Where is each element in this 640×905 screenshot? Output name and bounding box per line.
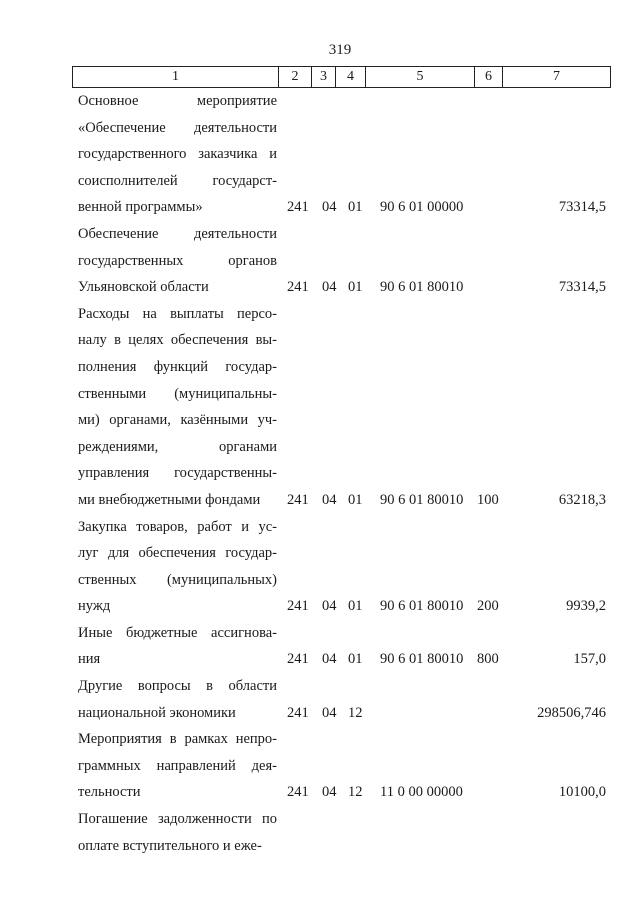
table-row [0, 88, 640, 221]
row-csr: 90 6 01 80010 [380, 598, 464, 615]
row-name-line: ми) органами, казёнными уч- [78, 412, 277, 429]
column-header-pr: 4 [336, 67, 366, 88]
row-csr: 90 6 01 80010 [380, 651, 464, 668]
row-gr: 241 [287, 279, 309, 296]
column-header-name: 1 [73, 67, 279, 88]
row-name-line: государственного заказчика и [78, 146, 277, 163]
row-rz: 04 [322, 651, 337, 668]
row-name-line: государственных органов [78, 252, 277, 269]
row-pr: 12 [348, 784, 363, 801]
row-name-line: тельности [78, 784, 141, 801]
row-name-line: Мероприятия в рамках непро- [78, 731, 277, 748]
row-rz: 04 [322, 491, 337, 508]
row-pr: 01 [348, 651, 363, 668]
column-header-csr: 5 [366, 67, 475, 88]
row-sum: 10100,0 [558, 784, 606, 801]
table-row [0, 301, 640, 514]
table-row [0, 514, 640, 620]
row-name-line: Погашение задолженности по [78, 811, 277, 828]
row-pr: 12 [348, 704, 363, 721]
column-header-row [73, 67, 611, 88]
row-gr: 241 [287, 598, 309, 615]
row-name-line: оплате вступительного и еже- [78, 837, 262, 854]
row-csr: 11 0 00 00000 [380, 784, 463, 801]
row-vr: 800 [477, 651, 499, 668]
row-name-line: управления государственны- [78, 465, 277, 482]
row-rz: 04 [322, 704, 337, 721]
row-pr: 01 [348, 491, 363, 508]
row-name-line: нужд [78, 598, 111, 615]
column-header-vr: 6 [475, 67, 503, 88]
row-name-line: соисполнителей государст- [78, 172, 277, 189]
row-sum: 73314,5 [558, 199, 606, 216]
row-name-line: Закупка товаров, работ и ус- [78, 518, 277, 535]
row-pr: 01 [348, 598, 363, 615]
row-name-line: ственных (муниципальных) [78, 571, 277, 588]
column-header-sum: 7 [503, 67, 611, 88]
column-header-gr: 2 [279, 67, 312, 88]
row-name-line: Основное мероприятие [78, 93, 277, 109]
row-csr: 90 6 01 00000 [380, 199, 464, 216]
row-sum: 9939,2 [566, 598, 606, 615]
row-rz: 04 [322, 279, 337, 296]
row-pr: 01 [348, 279, 363, 296]
row-name-line: полнения функций государ- [78, 358, 277, 375]
row-sum: 63218,3 [558, 491, 606, 508]
row-rz: 04 [322, 598, 337, 615]
row-sum: 157,0 [573, 651, 606, 668]
row-name-line: Другие вопросы в области [78, 678, 277, 695]
row-name-line: национальной экономики [78, 704, 236, 721]
row-name-line: граммных направлений дея- [78, 757, 277, 774]
row-name-line: ния [78, 651, 101, 668]
row-gr: 241 [287, 651, 309, 668]
table-row [0, 673, 640, 726]
page-number: 319 [328, 42, 352, 58]
row-name-line: налу в целях обеспечения вы- [78, 332, 277, 349]
row-name-line: Обеспечение деятельности [78, 225, 277, 242]
row-name-line: Ульяновской области [78, 279, 209, 296]
row-rz: 04 [322, 784, 337, 801]
row-pr: 01 [348, 199, 363, 216]
table-row [0, 806, 640, 859]
row-name-line: ственными (муниципальны- [78, 385, 277, 402]
row-gr: 241 [287, 704, 309, 721]
column-header-rz: 3 [312, 67, 336, 88]
row-sum: 298506,746 [537, 704, 606, 721]
row-vr: 100 [477, 491, 499, 508]
row-name-line: Иные бюджетные ассигнова- [78, 624, 277, 641]
row-csr: 90 6 01 80010 [380, 491, 464, 508]
table-row [0, 620, 640, 673]
row-gr: 241 [287, 199, 309, 216]
row-name-line: ми внебюджетными фондами [78, 491, 261, 508]
table-row [0, 221, 640, 301]
row-name-line: реждениями, органами [78, 438, 277, 455]
row-name-line: венной программы» [78, 199, 203, 216]
row-csr: 90 6 01 80010 [380, 279, 464, 296]
table-row [0, 726, 640, 806]
column-header-table [72, 66, 611, 88]
row-gr: 241 [287, 491, 309, 508]
row-name-line: луг для обеспечения государ- [78, 545, 277, 562]
row-name-line: «Обеспечение деятельности [78, 119, 277, 136]
row-sum: 73314,5 [558, 279, 606, 296]
row-gr: 241 [287, 784, 309, 801]
row-name-line: Расходы на выплаты персо- [78, 305, 277, 322]
row-rz: 04 [322, 199, 337, 216]
budget-table-body [0, 88, 640, 859]
row-vr: 200 [477, 598, 499, 615]
